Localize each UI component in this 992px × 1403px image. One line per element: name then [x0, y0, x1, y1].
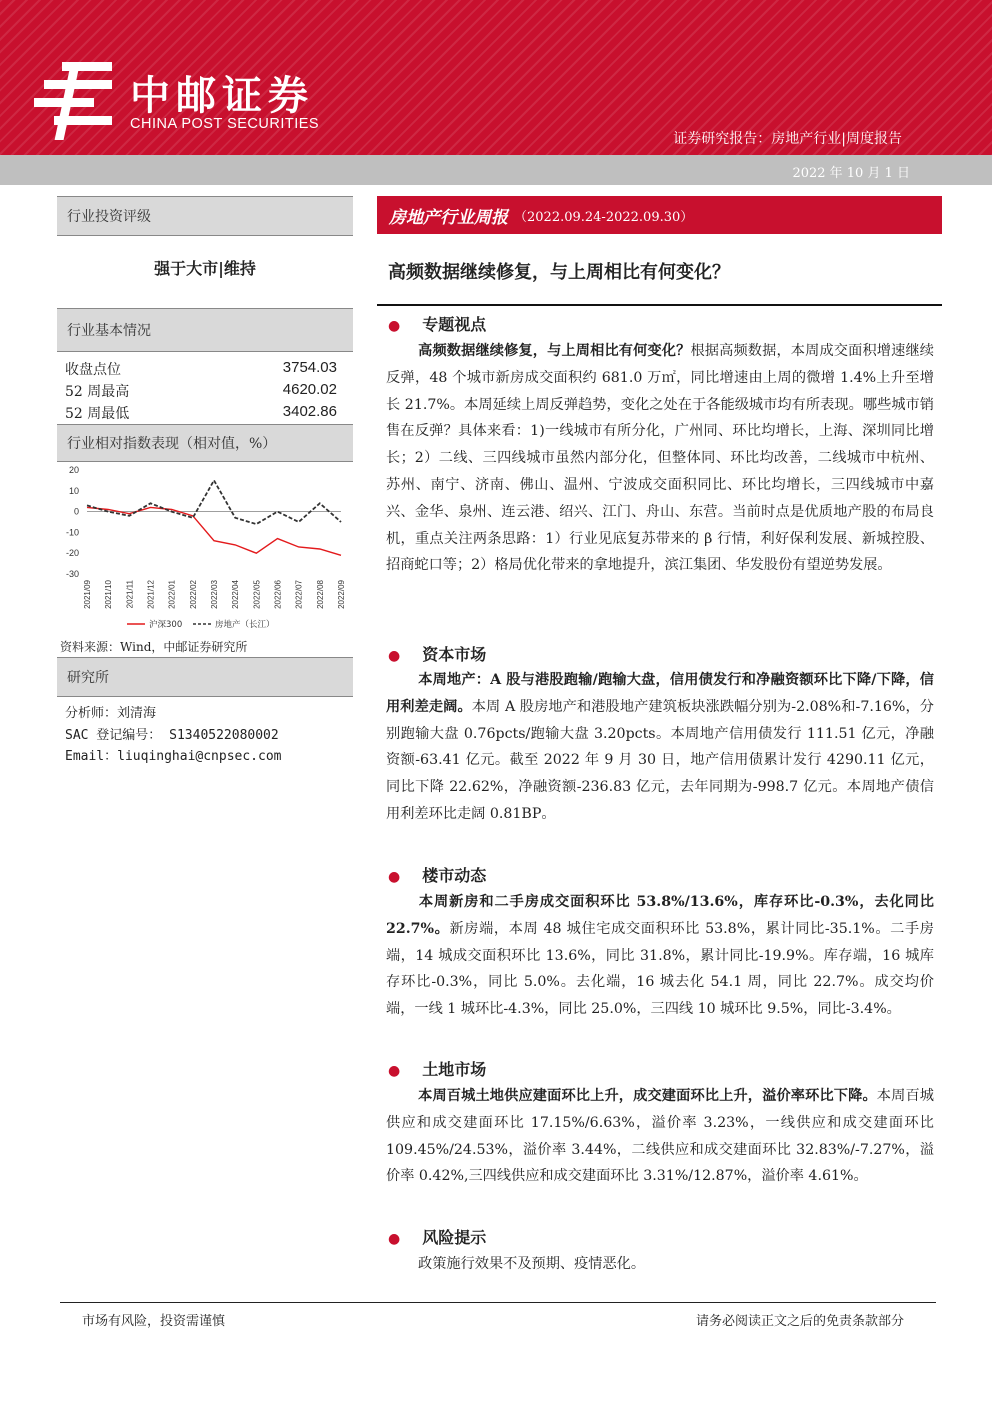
x-tick-label: 2022/04: [231, 580, 241, 609]
basics-row: [65, 403, 337, 423]
report-date: 2022 年 10 月 1 日: [792, 166, 910, 181]
rating-title: 行业投资评级: [67, 209, 151, 225]
section-lead: 本周地产：A 股与港股跑输/跑输大盘，信用债发行和净融资额环比下降/下降，信用利差走阔。: [386, 672, 934, 715]
report-date-range: （2022.09.24-2022.09.30）: [514, 209, 694, 225]
analyst-sac: SAC 登记编号： S1340522080002: [65, 728, 279, 743]
section-heading: [388, 312, 486, 335]
section-heading: [388, 642, 486, 665]
report-category: 证券研究报告：房地产行业|周度报告: [673, 131, 902, 147]
x-tick-label: 2022/06: [273, 580, 283, 609]
basics-label: 52 周最高: [65, 384, 130, 400]
bullet-icon: ●: [388, 1063, 401, 1079]
section-text: 本周 A 股房地产和港股地产建筑板块涨跌幅分别为-2.08%和-7.16%，分别跑输大盘 0.76pcts/跑输大盘 3.20pcts。本周地产信用债发行 111.51 亿元，净融资额-63.41 亿元。截至 2022 年 9 月 30 日，地产信用债累计发行 4290.11 亿元，同比下降 22.62%，净融资额-236.83 亿元，去年同期为-998.7 亿元。本周地产债信用利差环比走阔 0.81BP。: [386, 698, 934, 822]
bullet-icon: ●: [388, 318, 401, 334]
section-body: [386, 1251, 934, 1278]
bullet-icon: ●: [388, 648, 401, 664]
section-heading: [388, 863, 486, 886]
section-body: [386, 889, 934, 1023]
analyst-name: 分析师：刘清海: [65, 706, 157, 721]
x-tick-label: 2022/07: [294, 580, 304, 609]
industry-rating: 强于大市|维持: [154, 259, 256, 278]
section-lead: 本周百城土地供应建面环比上升，成交建面环比上升，溢价率环比下降。: [418, 1088, 877, 1104]
report-title: 房地产行业周报: [389, 207, 508, 228]
series-line: [87, 480, 341, 524]
section-heading: [388, 1225, 486, 1248]
footer-disclaimer-note: 请务必阅读正文之后的免责条款部分: [695, 1314, 904, 1329]
basics-label: 收盘点位: [65, 362, 121, 378]
china-post-logo-icon: [32, 58, 118, 144]
institute-title-box: [57, 657, 353, 697]
section-lead: 高频数据继续修复，与上周相比有何变化？: [418, 343, 691, 359]
basics-row: [65, 381, 337, 401]
section-body: [386, 667, 934, 828]
y-tick-label: -30: [65, 569, 79, 579]
x-tick-label: 2022/01: [167, 580, 177, 609]
basics-label: 52 周最低: [65, 406, 130, 422]
basics-value: 3402.86: [282, 403, 337, 420]
x-tick-label: 2022/09: [337, 580, 346, 609]
x-tick-label: 2022/08: [315, 580, 325, 609]
section-title: 资本市场: [422, 645, 487, 664]
y-tick-label: 20: [68, 465, 79, 475]
x-tick-label: 2021/12: [146, 580, 156, 609]
perf-title-box: [57, 424, 353, 462]
x-tick-label: 2022/02: [188, 580, 198, 609]
x-tick-label: 2021/10: [104, 580, 114, 609]
basics-title-box: [57, 308, 353, 352]
y-tick-label: -10: [65, 527, 79, 538]
basics-value: 4620.02: [282, 381, 337, 398]
y-tick-label: 0: [73, 506, 79, 517]
logo-chinese: 中邮证券: [130, 73, 314, 119]
report-header: [0, 0, 992, 155]
x-tick-label: 2021/11: [125, 580, 135, 609]
basics-value: 3754.03: [282, 359, 337, 376]
institute-title: 研究所: [67, 670, 109, 686]
bullet-icon: ●: [388, 1231, 401, 1247]
logo-english: CHINA POST SECURITIES: [130, 116, 320, 132]
footer-divider: [60, 1302, 936, 1303]
section-title: 楼市动态: [422, 866, 487, 885]
section-body: [386, 1083, 934, 1190]
footer-risk-note: 市场有风险，投资需谨慎: [82, 1314, 226, 1329]
basics-title: 行业基本情况: [67, 323, 151, 339]
divider: [377, 304, 942, 306]
basics-row: [65, 359, 337, 379]
chart-source: 资料来源：Wind，中邮证券研究所: [60, 640, 248, 654]
section-text: 根据高频数据，本周成交面积增速继续反弹，48 个城市新房成交面积约 681.0 万㎡，同比增速由上周的微增 1.4%上升至增长 21.7%。本周延续上周反弹趋势，变化之处在于各能级城市均有所表现。哪些城市销售在反弹？具体来看：1)一线城市有所分化，广州同、环比均增长，上海、深圳同比增长；2）二线、三四线城市虽然内部分化，但整体同、环比均改善，二线城市中杭州、苏州、南宁、济南、佛山、温州、宁波成交面积同比、环比均增长，三四线城市中嘉兴、金华、泉州、连云港、绍兴、江门、舟山、东营。当前时点是优质地产股的布局良机，重点关注两条思路：1）行业见底复苏带来的 β 行情，利好保利发展、新城控股、招商蛇口等；2）格局优化带来的拿地提升，滨江集团、华发股份有望逆势发展。: [386, 343, 934, 574]
legend-label: 房地产（长江）: [215, 620, 275, 630]
x-tick-label: 2022/03: [210, 580, 219, 609]
report-title-bar: [377, 196, 942, 234]
rating-title-box: [57, 196, 353, 236]
section-title: 风险提示: [422, 1228, 487, 1247]
report-headline: 高频数据继续修复，与上周相比有何变化？: [388, 262, 730, 283]
y-tick-label: 10: [68, 485, 79, 496]
analyst-email: Email：liuqinghai@cnpsec.com: [65, 749, 282, 764]
relative-index-chart: [57, 460, 353, 635]
section-lead: 本周新房和二手房成交面积环比 53.8%/13.6%，库存环比-0.3%，去化同比 22.7%。: [386, 894, 934, 937]
section-text: 政策施行效果不及预期、疫情恶化。: [418, 1256, 646, 1272]
section-text: 新房端，本周 48 城住宅成交面积环比 53.8%，累计同比-35.1%。二手房端，14 城成交面积环比 13.6%，同比 31.8%，累计同比-19.9%。库存端，16 城库存环比-0.3%，同比 5.0%。去化端，16 城去化 54.1 周，同比 22.7%。成交均价端，一线 1 城环比-4.3%，同比 25.0%，三四线 10 城环比 9.5%，同比-3.4%。: [386, 920, 934, 1018]
section-body: [386, 338, 934, 579]
x-tick-label: 2022/05: [252, 580, 262, 609]
section-text: 本周百城供应和成交建面环比 17.15%/6.63%，溢价率 3.23%，一线供应和成交建面环比 109.45%/24.53%，溢价率 3.44%，二线供应和成交建面环比 32.83%/-7.27%，溢价率 0.42%,三四线供应和成交建面环比 3.31%/12.87%，溢价率 4.61%。: [386, 1088, 934, 1185]
y-tick-label: -20: [65, 548, 79, 559]
x-tick-label: 2021/09: [83, 580, 92, 609]
section-heading: [388, 1057, 486, 1080]
perf-title: 行业相对指数表现（相对值，%）: [67, 436, 277, 452]
bullet-icon: ●: [388, 869, 401, 885]
legend-label: 沪深300: [149, 620, 183, 630]
section-title: 土地市场: [422, 1060, 487, 1079]
section-title: 专题视点: [422, 315, 487, 334]
